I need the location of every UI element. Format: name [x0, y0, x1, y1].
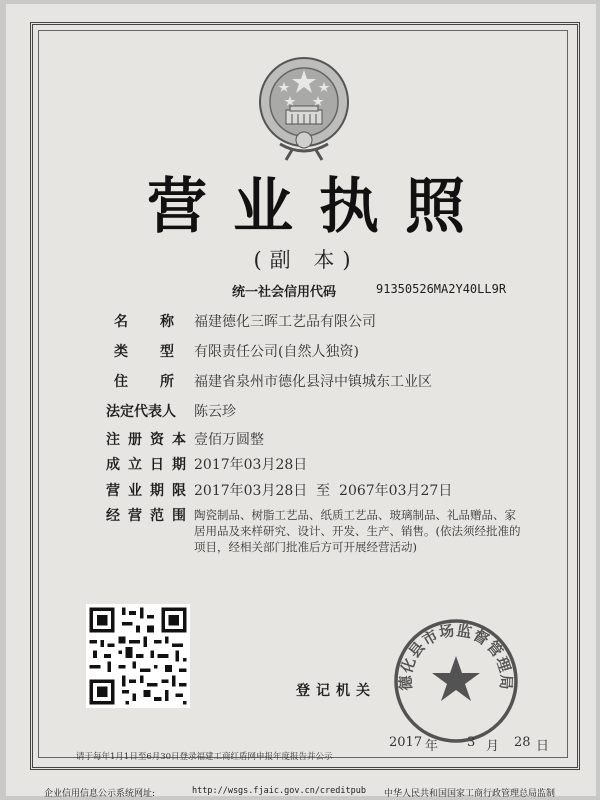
- document-subtitle: (副 本): [253, 248, 359, 272]
- license-sheet: [6, 4, 596, 799]
- establishment-date: 2017年03月28日: [194, 457, 308, 473]
- seal-star-icon: [432, 656, 480, 701]
- company-address: 福建省泉州市德化县浔中镇城东工业区: [194, 374, 432, 390]
- field-label: 注 册 资 本: [106, 432, 186, 448]
- official-seal: [391, 616, 521, 746]
- qr-code-icon[interactable]: [86, 604, 190, 708]
- seal-text: 德化县市场监督管理局: [396, 621, 516, 691]
- footer-issuer: 中华人民共和国国家工商行政管理总局监制: [384, 789, 556, 799]
- company-type: 有限责任公司(自然人独资): [194, 344, 359, 360]
- issue-year-unit: 年: [425, 739, 439, 754]
- field-label: 成 立 日 期: [106, 457, 186, 473]
- field-label: 住 所: [114, 374, 174, 390]
- registration-authority-label: 登记机关: [296, 683, 376, 699]
- field-label: 营 业 期 限: [106, 483, 186, 499]
- footer-url-link[interactable]: http://wsgs.fjaic.gov.cn/creditpub: [192, 786, 366, 796]
- business-term: 2017年03月28日 至 2067年03月27日: [194, 483, 453, 499]
- issue-month: 3: [467, 735, 476, 750]
- footer-label: 企业信用信息公示系统网址:: [44, 789, 156, 799]
- issue-day: 28: [514, 735, 531, 750]
- field-label: 类 型: [114, 344, 174, 360]
- company-name: 福建德化三晖工艺品有限公司: [194, 314, 376, 330]
- issue-year: 2017: [389, 735, 423, 750]
- field-label: 名 称: [114, 314, 174, 330]
- national-emblem-icon: [252, 52, 356, 162]
- business-scope: 陶瓷制品、树脂工艺品、纸质工艺品、玻璃制品、礼品赠品、家居用品及来样研究、设计、开发、生产、销售。(依法须经批准的项目，经相关部门批准后方可开展经营活动): [194, 508, 521, 554]
- annual-report-notice: 请于每年1月1日至6月30日登录福建工商红盾网申报年度报告并公示: [76, 752, 333, 762]
- document-title: 营业执照: [147, 172, 491, 242]
- credit-code-value: 91350526MA2Y40LL9R: [376, 282, 507, 296]
- registered-capital: 壹佰万圆整: [194, 432, 264, 448]
- issue-day-unit: 日: [536, 739, 550, 754]
- field-label: 法定代表人: [106, 404, 176, 420]
- credit-code-label: 统一社会信用代码: [232, 285, 337, 300]
- issue-month-unit: 月: [486, 739, 500, 754]
- field-label: 经 营 范 围: [106, 508, 186, 524]
- legal-representative: 陈云珍: [194, 404, 236, 420]
- credit-code-row: [232, 281, 507, 300]
